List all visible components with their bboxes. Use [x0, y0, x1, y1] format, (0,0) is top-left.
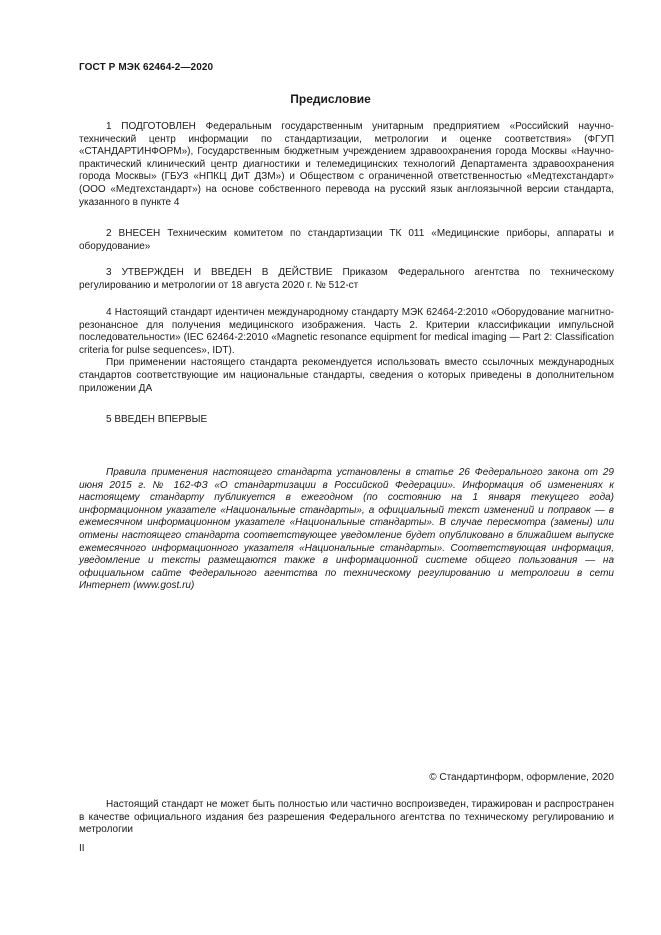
reproduction-block — [79, 799, 614, 837]
document-header: ГОСТ Р МЭК 62464-2—2020 — [79, 62, 214, 73]
item-3-block — [79, 267, 614, 292]
item-3-paragraph: 3 УТВЕРЖДЕН И ВВЕДЕН В ДЕЙСТВИЕ Приказом Федерального агентства по техническому регулированию и метрологии от 18 августа 2020 г. № 512-ст — [79, 267, 614, 291]
item-5-block — [79, 414, 614, 427]
reproduction-paragraph: Настоящий стандарт не может быть полностью или частично воспроизведен, тиражирован и распространен в качестве официального издания без разрешения Федерального агентства по техническому регулированию и метрологии — [79, 799, 614, 836]
legal-notice-paragraph: Правила применения настоящего стандарта установлены в статье 26 Федерального закона от 29 июня 2015 г. № 162-ФЗ «О стандартизации в Российской Федерации». Информация об изменениях к настоящему стандарту публикуется в ежегодном (по состоянию на 1 января текущего года) информационном указателе «Национальные стандарты», а официальный текст изменений и поправок — в ежемесячном информационном указателе «Национальные стандарты». В случае пересмотра (замены) или отмены настоящего стандарта соответствующее уведомление будет опубликовано в ближайшем выпуске ежемесячного информационного указателя «Национальные стандарты». Соответствующая информация, уведомление и тексты размещаются также в информационной системе общего пользования — на официальном сайте Федерального агентства по техническому регулированию и метрологии в сети Интернет (www.gost.ru) — [79, 467, 614, 592]
page-number: II — [79, 843, 85, 854]
item-4-paragraph: 4 Настоящий стандарт идентичен международному стандарту МЭК 62464-2:2010 «Оборудование магнитно-резонансное для получения медицинского изображения. Часть 2. Критерии классификации импульсной последовательности» (IEC 62464-2:2010 «Magnetic resonance equipment for medical imaging — Part 2: Classification criteria for pulse sequences», IDT). — [79, 307, 614, 356]
copyright-line: © Стандартинформ, оформление, 2020 — [429, 772, 614, 783]
item-2-paragraph: 2 ВНЕСЕН Техническим комитетом по стандартизации ТК 011 «Медицинские приборы, аппараты и оборудование» — [79, 228, 614, 252]
item-5-paragraph: 5 ВВЕДЕН ВПЕРВЫЕ — [106, 414, 208, 425]
page-title: Предисловие — [290, 92, 371, 106]
item-4-block — [79, 307, 614, 395]
item-1-paragraph: 1 ПОДГОТОВЛЕН Федеральным государственным унитарным предприятием «Российский научно-технический центр информации по стандартизации, метрологии и оценке соответствия» (ФГУП «СТАНДАРТИНФОРМ»), Государственным бюджетным учреждением здравоохранения города Москвы «Научно-практический клинический центр диагностики и телемедицинских технологий Департамента здравоохранения города Москвы» (ГБУЗ «НПКЦ ДиТ ДЗМ») и Обществом с ограниченной ответственностью «Медтехстандарт» (ООО «Медтехстандарт») на основе собственного перевода на русский язык англоязычной версии стандарта, указанного в пункте 4 — [79, 121, 614, 208]
item-4-note-paragraph: При применении настоящего стандарта рекомендуется использовать вместо ссылочных международных стандартов соответствующие им национальные стандарты, сведения о которых приведены в дополнительном приложении ДА — [79, 357, 614, 394]
item-1-block — [79, 121, 614, 209]
legal-notice-block — [79, 467, 614, 593]
item-2-block — [79, 228, 614, 253]
